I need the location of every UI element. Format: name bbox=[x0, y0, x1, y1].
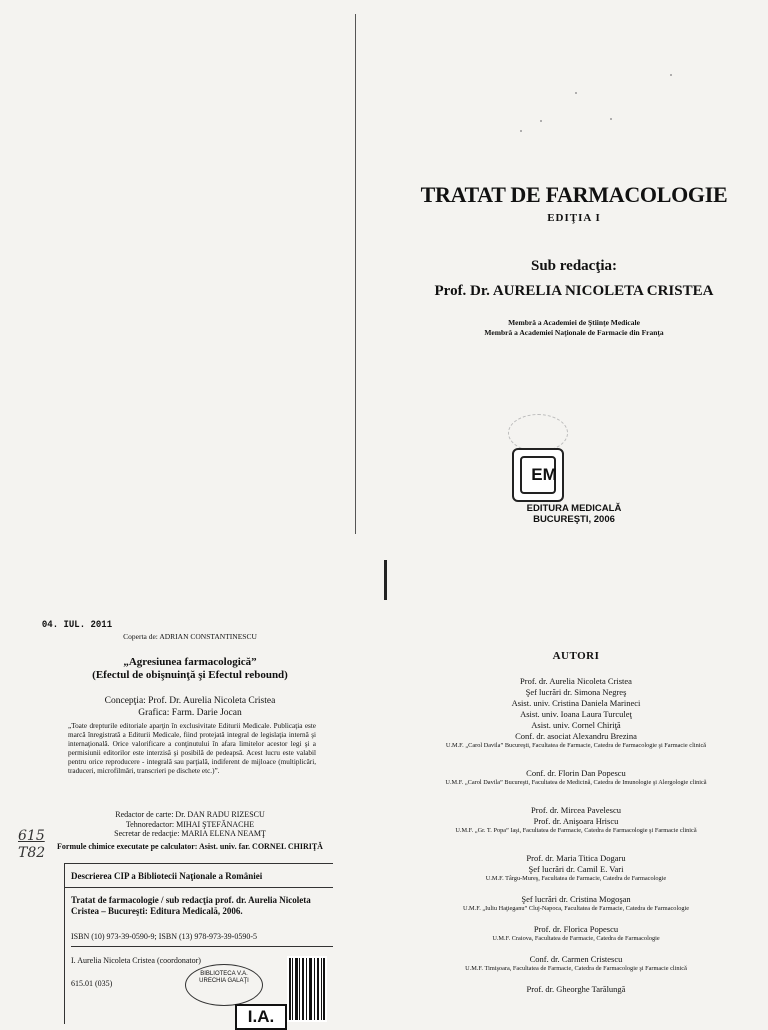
cip-separator-2 bbox=[71, 946, 333, 947]
editor-name: Prof. Dr. AURELIA NICOLETA CRISTEA bbox=[434, 283, 714, 299]
author-name: Prof. dr. Aurelia Nicoleta Cristea bbox=[520, 676, 632, 686]
author-name: Conf. dr. Carmen Cristescu bbox=[529, 954, 623, 964]
cip-separator bbox=[65, 887, 333, 888]
authors-page bbox=[384, 552, 768, 1024]
author-affiliation: U.M.F. „Gr. T. Popa” Iaşi, Facultatea de Farmacie, Catedra de Farmacologie şi Farmacie clinică bbox=[455, 827, 697, 834]
graphics-credit: Grafica: Farm. Darie Jocan bbox=[138, 708, 242, 718]
cover-art-title-1: „Agresiunea farmacologică” bbox=[123, 656, 257, 668]
handwritten-shelf-mark-2: T82 bbox=[18, 845, 46, 861]
staff-typesetter: Tehnoredactor: MIHAI ŞTEFĂNACHE bbox=[125, 819, 255, 829]
author-affiliation: U.M.F. „Iuliu Haţieganu” Cluj-Napoca, Facultatea de Farmacie, Catedra de Farmacologie bbox=[462, 905, 690, 912]
staff-editor: Redactor de carte: Dr. DAN RADU RIZESCU bbox=[115, 810, 265, 819]
publisher-logo-icon bbox=[512, 448, 564, 502]
staff-formulas: Formule chimice executate pe calculator: Asist. univ. far. CORNEL CHIRIŢĂ bbox=[57, 841, 323, 851]
ia-stamp: I.A. bbox=[235, 1004, 287, 1030]
library-stamp bbox=[185, 964, 263, 1006]
cip-coordinator: I. Aurelia Nicoleta Cristea (coordonator) bbox=[71, 956, 201, 965]
concept-credits bbox=[0, 695, 380, 719]
author-affiliation: U.M.F. Timişoara, Facultatea de Farmacie, Catedra de Farmacologie şi Farmacie clinică bbox=[465, 965, 687, 972]
cip-title: Tratat de farmacologie / sub redacţia prof. dr. Aurelia Nicoleta Cristea – Bucureşti: Editura Medicală, 2006. bbox=[71, 895, 311, 916]
publisher-name: EDITURA MEDICALĂ bbox=[526, 503, 622, 514]
authors-heading: AUTORI bbox=[552, 650, 600, 662]
book-title: TRATAT DE FARMACOLOGIE bbox=[420, 182, 728, 207]
editor-affiliation-1: Membră a Academiei de Ştiinţe Medicale bbox=[508, 318, 640, 327]
author-name: Şef lucrări dr. Simona Negreş bbox=[525, 687, 627, 697]
publisher-logo-text: EM bbox=[531, 465, 557, 484]
cip-box bbox=[64, 863, 333, 1024]
author-affiliation: U.M.F. „Carol Davila” Bucureşti, Facultatea de Medicină, Catedra de Imunologie şi Alergologie clinică bbox=[445, 779, 707, 786]
author-name: Prof. dr. Florica Popescu bbox=[533, 924, 619, 934]
author-name: Şef lucrări dr. Cristina Mogoşan bbox=[521, 894, 631, 904]
editor-affiliation-2: Membră a Academiei Naţionale de Farmacie din Franţa bbox=[484, 328, 664, 337]
cover-credit: Coperta de: ADRIAN CONSTANTINESCU bbox=[123, 632, 257, 641]
copyright-notice: „Toate drepturile editoriale aparţin în exclusivitate Editurii Medicale. Publicaţia este marcă înregistrată a Editurii Medicale, fiind protejată integral de legislaţia internă şi internaţională. Orice valorificare a conţinutului în afara limitelor acestor legi şi a permisiunii editorilor este interzisă şi posibilă de pedeapsă. Acest lucru este valabil pentru orice reproducere - integrală sau parţială, indiferent de mijloace (multiplicări, traduceri, microfilmări, transcrieri pe dischete etc.)”. bbox=[68, 722, 316, 775]
author-name: Conf. dr. Florin Dan Popescu bbox=[526, 768, 626, 778]
publisher-block bbox=[380, 503, 768, 525]
author-name: Prof. dr. Anişoara Hriscu bbox=[533, 816, 619, 826]
handwritten-shelf-mark bbox=[18, 828, 45, 862]
staff-secretary: Secretar de redacţie: MARIA ELENA NEAMŢ bbox=[114, 829, 266, 838]
handwritten-shelf-mark-1: 615 bbox=[18, 828, 45, 844]
author-name: Asist. univ. Cristina Daniela Marineci bbox=[511, 698, 641, 708]
author-name: Prof. dr. Maria Titica Dogaru bbox=[526, 853, 626, 863]
library-stamp-text: BIBLIOTECA V.A. URECHIA GALAŢI bbox=[199, 971, 249, 984]
colophon-page bbox=[0, 552, 380, 1024]
author-name: Şef lucrări dr. Camil E. Vari bbox=[528, 864, 624, 874]
sub-editor-label: Sub redacţia: bbox=[531, 258, 617, 274]
edition-label: EDIŢIA I bbox=[547, 212, 601, 224]
author-name: Prof. dr. Mircea Pavelescu bbox=[531, 805, 621, 815]
author-affiliation: U.M.F. Craiova, Facultatea de Farmacie, Catedra de Farmacologie bbox=[492, 935, 660, 942]
cip-header: Descrierea CIP a Bibliotecii Naţionale a României bbox=[71, 871, 263, 881]
publisher-city: BUCUREŞTI, 2006 bbox=[533, 514, 615, 525]
author-affiliation: U.M.F. Târgu-Mureş, Facultatea de Farmacie, Catedra de Farmacologie bbox=[485, 875, 667, 882]
author-name: Prof. dr. Gheorghe Tarălungă bbox=[526, 984, 626, 994]
author-affiliation: U.M.F. „Carol Davila” Bucureşti, Facultatea de Farmacie, Catedra de Farmacologie şi Farmacie clinică bbox=[445, 742, 707, 749]
concept-credit: Concepţia: Prof. Dr. Aurelia Nicoleta Cristea bbox=[104, 696, 276, 706]
cip-classification: 615.01 (035) bbox=[71, 979, 113, 988]
barcode-icon bbox=[287, 956, 327, 1022]
author-name: Asist. univ. Ioana Laura Turculeţ bbox=[520, 709, 632, 719]
date-stamp: 04. IUL. 2011 bbox=[41, 620, 113, 631]
author-name: Conf. dr. asociat Alexandru Brezina bbox=[515, 731, 637, 741]
cover-art-title bbox=[0, 656, 380, 682]
author-name: Asist. univ. Cornel Chiriţă bbox=[531, 720, 621, 730]
faint-stamp bbox=[508, 414, 568, 452]
cover-art-title-2: (Efectul de obişnuinţă şi Efectul rebound) bbox=[92, 669, 288, 681]
cip-isbn: ISBN (10) 973-39-0590-9; ISBN (13) 978-973-39-0590-5 bbox=[71, 932, 257, 941]
page-spine-line bbox=[355, 14, 356, 534]
title-page bbox=[380, 0, 768, 548]
editorial-staff bbox=[0, 810, 380, 851]
